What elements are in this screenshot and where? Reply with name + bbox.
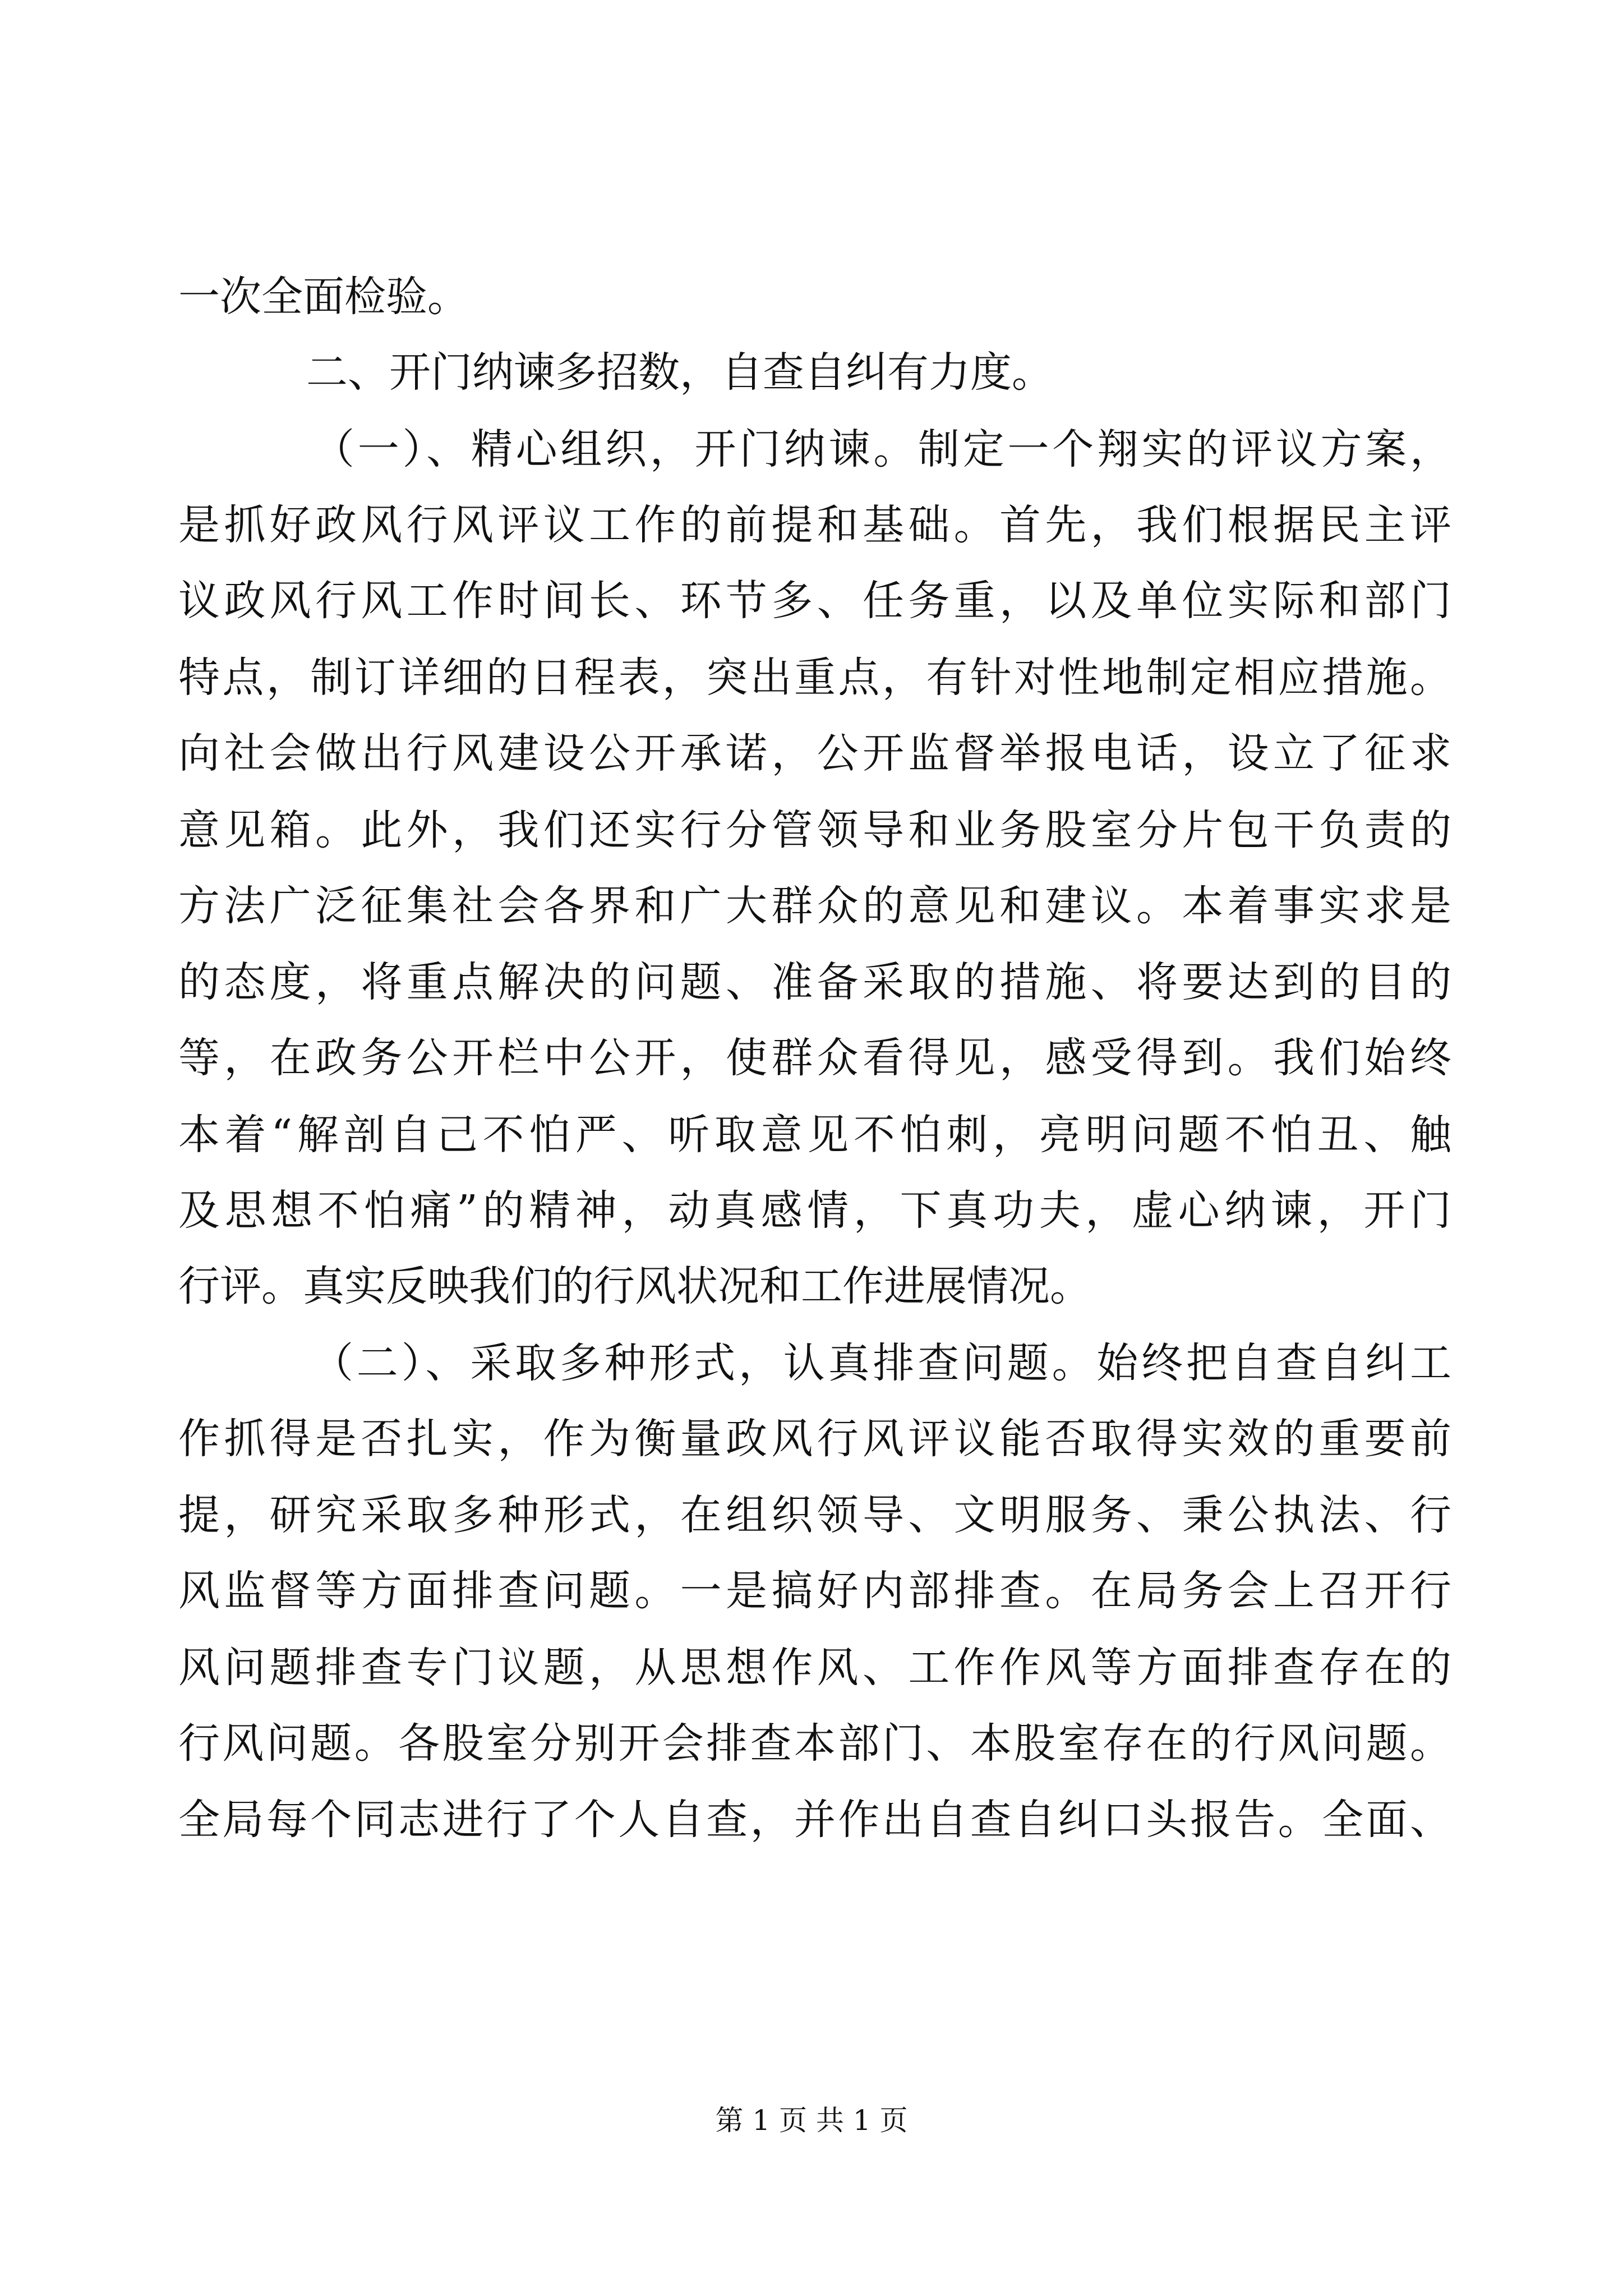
subsection-heading-line: （一）、精心组织，开门纳谏。制定一个翔实的评议方案， xyxy=(313,425,1451,473)
paragraph-line: 行评。真实反映我们的行风状况和工作进展情况。 xyxy=(178,1262,1091,1310)
paragraph-line: 及思想不怕痛”的精神，动真感情，下真功夫，虚心纳谏，开门 xyxy=(178,1186,1451,1235)
paragraph-line: 议政风行风工作时间长、环节多、任务重，以及单位实际和部门 xyxy=(178,577,1451,625)
paragraph-line: 的态度，将重点解决的问题、准备采取的措施、将要达到的目的 xyxy=(178,958,1451,1006)
section-heading: 二、开门纳谏多招数，自查自纠有力度。 xyxy=(306,348,1053,397)
paragraph-line: 行风问题。各股室分别开会排查本部门、本股室存在的行风问题。 xyxy=(178,1719,1451,1768)
paragraph-line: 全局每个同志进行了个人自查，并作出自查自纠口头报告。全面、 xyxy=(178,1796,1451,1844)
subsection-heading-line: （二）、采取多种形式，认真排查问题。始终把自查自纠工 xyxy=(312,1339,1451,1387)
paragraph-line: 风问题排查专门议题，从思想作风、工作作风等方面排查存在的 xyxy=(178,1644,1451,1692)
paragraph-line: 特点，制订详细的日程表，突出重点，有针对性地制定相应措施。 xyxy=(178,654,1451,702)
paragraph-line: 等，在政务公开栏中公开，使群众看得见，感受得到。我们始终 xyxy=(178,1034,1451,1082)
paragraph-line: 向社会做出行风建设公开承诺，公开监督举报电话，设立了征求 xyxy=(178,729,1451,777)
paragraph-line: 方法广泛征集社会各界和广大群众的意见和建议。本着事实求是 xyxy=(178,882,1451,930)
page-number-footer: 第 1 页 共 1 页 xyxy=(715,2104,908,2137)
paragraph-line: 提，研究采取多种形式，在组织领导、文明服务、秉公执法、行 xyxy=(178,1491,1451,1539)
paragraph-line: 一次全面检验。 xyxy=(178,273,469,321)
paragraph-line: 是抓好政风行风评议工作的前提和基础。首先，我们根据民主评 xyxy=(178,501,1451,549)
paragraph-line: 作抓得是否扎实，作为衡量政风行风评议能否取得实效的重要前 xyxy=(178,1415,1451,1463)
paragraph-line: 本着“解剖自己不怕严、听取意见不怕刺，亮明问题不怕丑、触 xyxy=(178,1111,1451,1159)
paragraph-line: 风监督等方面排查问题。一是搞好内部排查。在局务会上召开行 xyxy=(178,1567,1451,1615)
paragraph-line: 意见箱。此外，我们还实行分管领导和业务股室分片包干负责的 xyxy=(178,806,1451,854)
